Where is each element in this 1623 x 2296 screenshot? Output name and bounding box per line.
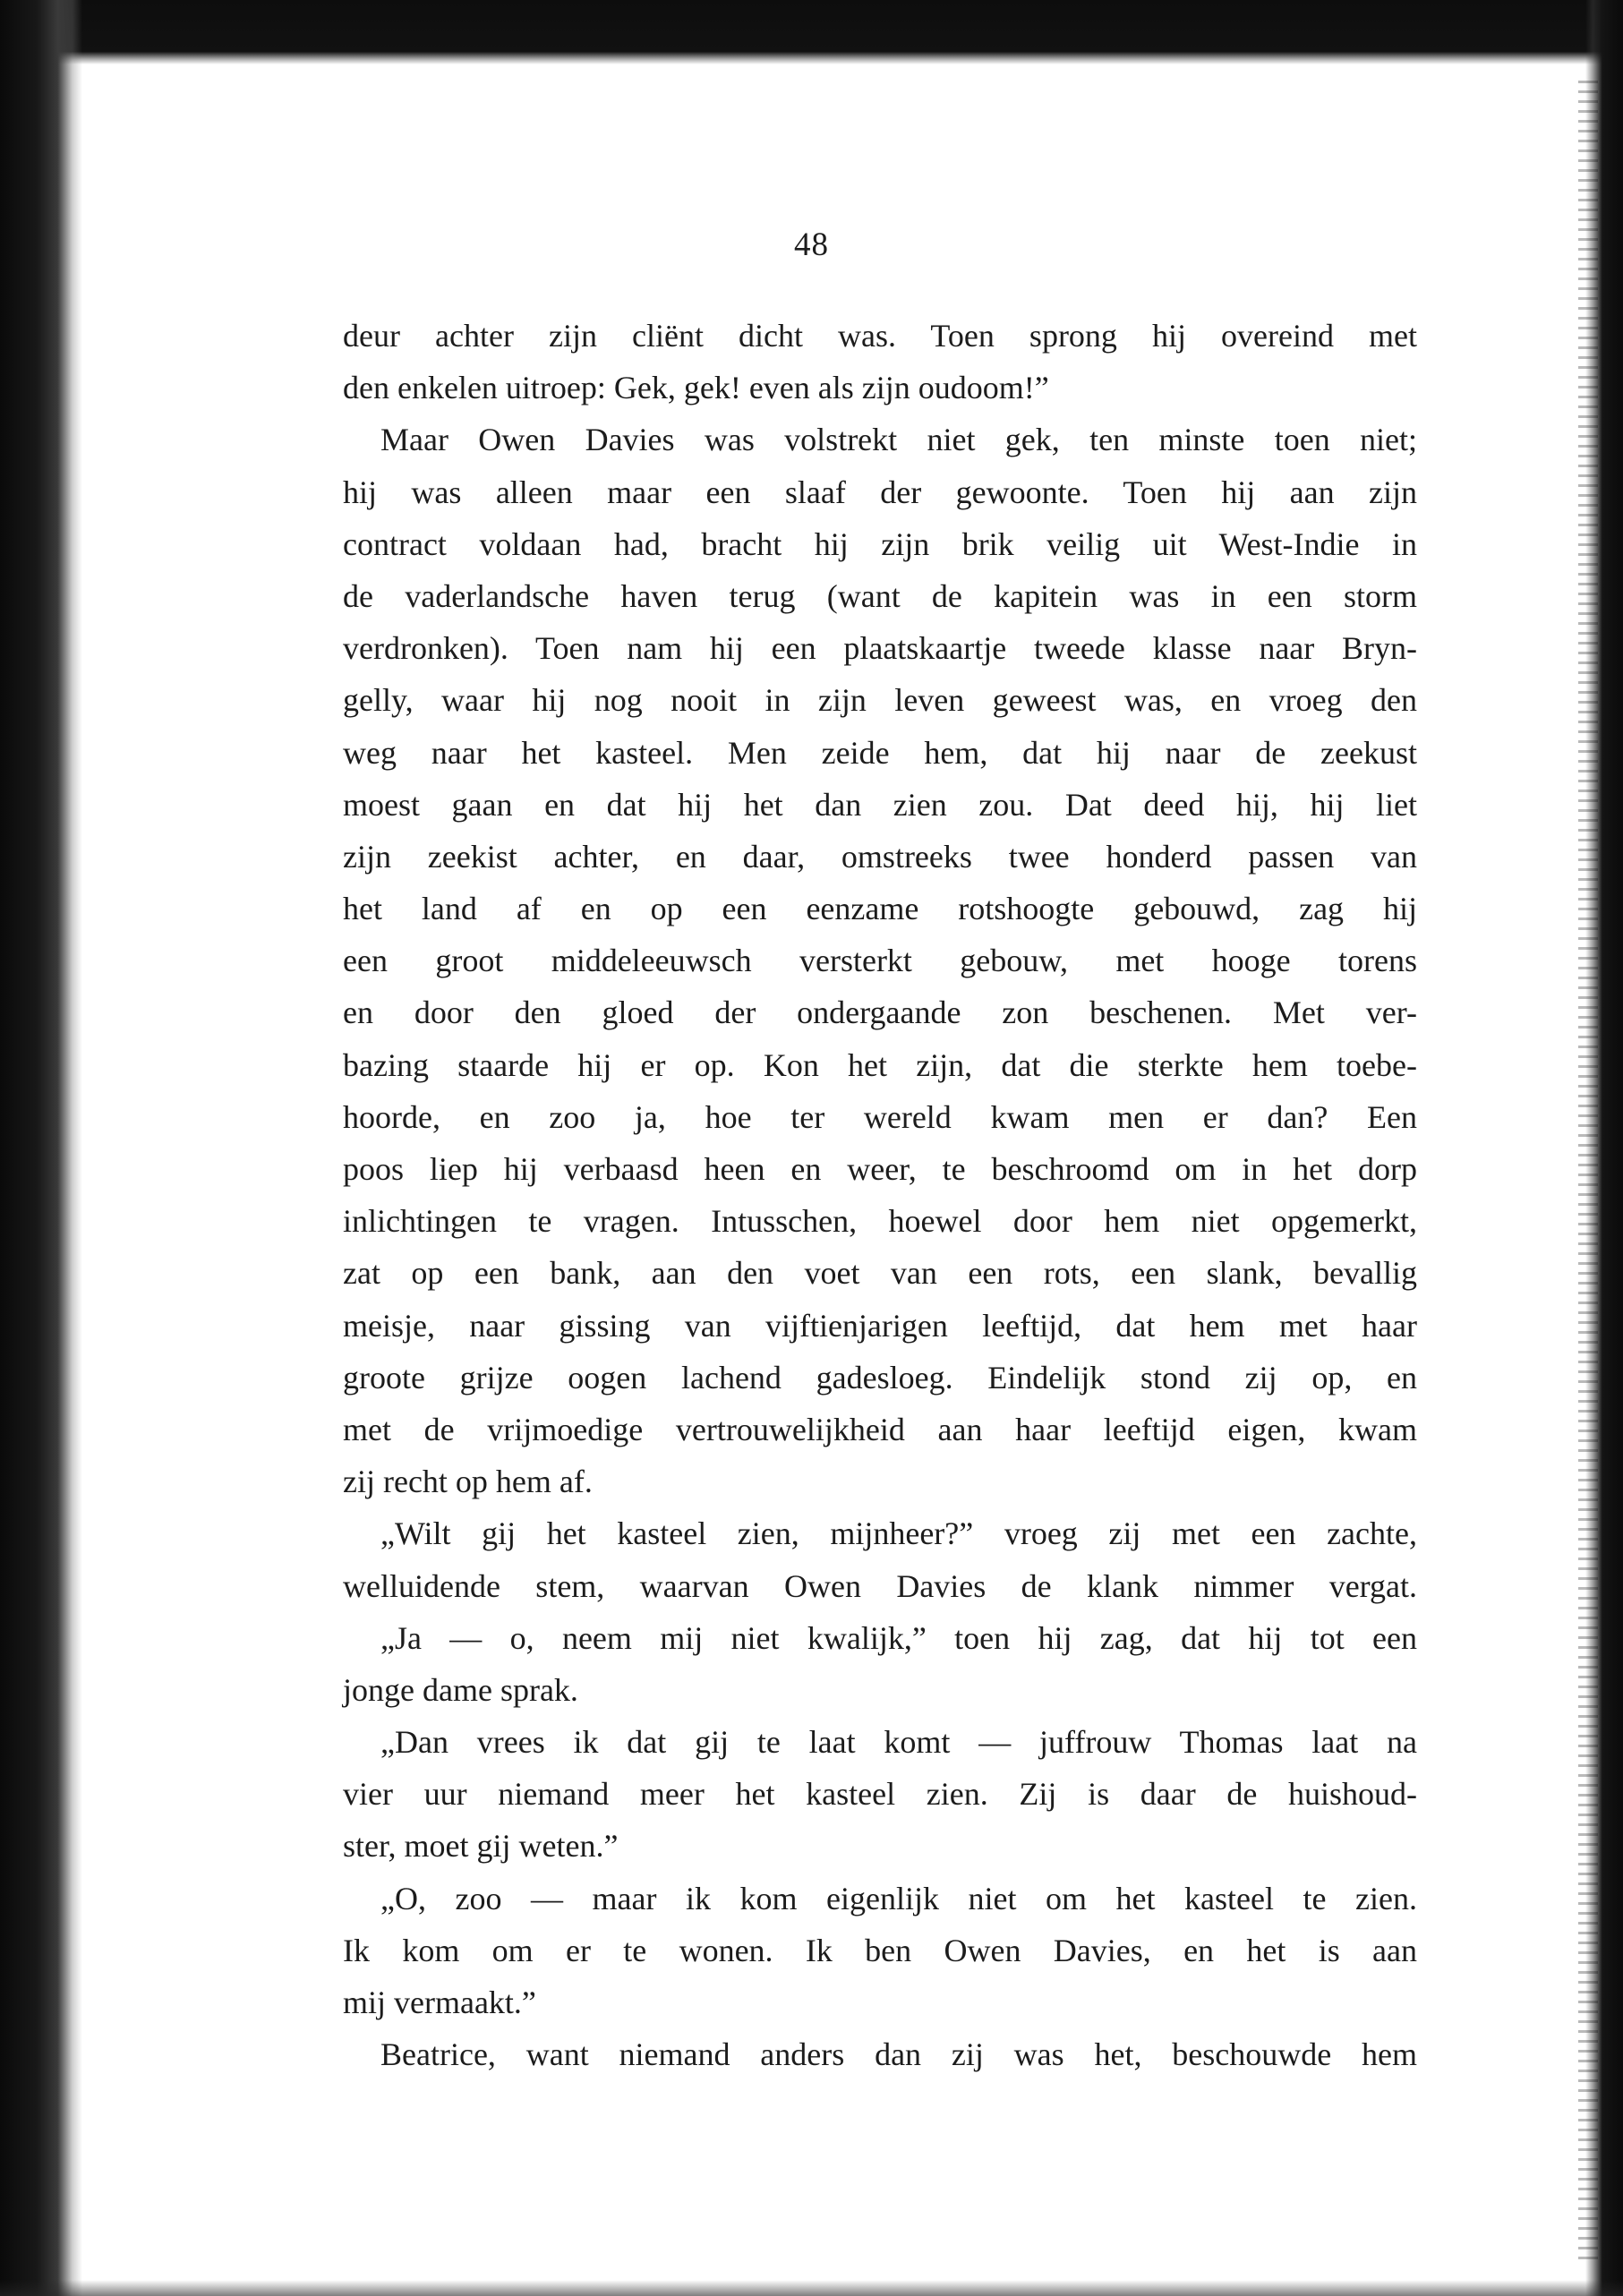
- text-line: een groot middeleeuwsch versterkt gebouw, met hooge torens: [343, 943, 1417, 979]
- text-line: poos liep hij verbaasd heen en weer, te beschroomd om in het dorp: [343, 1151, 1417, 1187]
- text-line: de vaderlandsche haven terug (want de kapitein was in een storm: [343, 577, 1417, 614]
- scan-edge-top: [0, 0, 1623, 64]
- text-line: „O, zoo — maar ik kom eigenlijk niet om het kasteel te zien.: [380, 1880, 1417, 1916]
- text-line: zij recht op hem af.: [343, 1464, 593, 1500]
- text-line: zat op een bank, aan den voet van een rots, een slank, bevallig: [343, 1255, 1417, 1292]
- text-line: weg naar het kasteel. Men zeide hem, dat hij naar de zeekust: [343, 734, 1417, 771]
- scan-edge-left: [0, 0, 82, 2296]
- text-line: met de vrijmoedige vertrouwelijkheid aan haar leeftijd eigen, kwam: [343, 1411, 1417, 1447]
- text-line: Maar Owen Davies was volstrekt niet gek, ten minste toen niet;: [380, 422, 1417, 458]
- text-line: „Ja — o, neem mij niet kwalijk,” toen hij zag, dat hij tot een: [380, 1619, 1417, 1656]
- text-line: het land af en op een eenzame rotshoogte gebouwd, zag hij: [343, 891, 1417, 927]
- text-line: jonge dame sprak.: [343, 1671, 578, 1708]
- text-line: deur achter zijn cliënt dicht was. Toen sprong hij overeind met: [343, 318, 1417, 354]
- text-line: welluidende stem, waarvan Owen Davies de klank nimmer vergat.: [343, 1567, 1417, 1604]
- body-text: [343, 310, 1417, 2080]
- scan-edge-bottom: [0, 2280, 1623, 2296]
- text-line: vier uur niemand meer het kasteel zien. Zij is daar de huishoud-: [343, 1776, 1417, 1813]
- text-line: meisje, naar gissing van vijftienjarigen leeftijd, dat hem met haar: [343, 1307, 1417, 1344]
- text-line: en door den gloed der ondergaande zon beschenen. Met ver-: [343, 994, 1417, 1031]
- text-line: hoorde, en zoo ja, hoe ter wereld kwam men er dan? Een: [343, 1098, 1417, 1135]
- text-line: „Wilt gij het kasteel zien, mijnheer?” vroeg zij met een zachte,: [380, 1515, 1417, 1552]
- text-line: mij vermaakt.”: [343, 1984, 536, 2020]
- text-line: groote grijze oogen lachend gadesloeg. Eindelijk stond zij op, en: [343, 1359, 1417, 1396]
- text-line: verdronken). Toen nam hij een plaatskaartje tweede klasse naar Bryn-: [343, 630, 1417, 667]
- text-line: contract voldaan had, bracht hij zijn brik veilig uit West-Indie in: [343, 525, 1417, 562]
- text-line: zijn zeekist achter, en daar, omstreeks twee honderd passen van: [343, 838, 1417, 875]
- text-line: ster, moet gij weten.”: [343, 1828, 619, 1865]
- text-line: inlichtingen te vragen. Intusschen, hoewel door hem niet opgemerkt,: [343, 1203, 1417, 1240]
- text-line: bazing staarde hij er op. Kon het zijn, dat die sterkte hem toebe-: [343, 1046, 1417, 1083]
- text-line: gelly, waar hij nog nooit in zijn leven geweest was, en vroeg den: [343, 682, 1417, 719]
- text-line: „Dan vrees ik dat gij te laat komt — juffrouw Thomas laat na: [380, 1724, 1417, 1761]
- scan-edge-right-speckle: [1578, 81, 1598, 2265]
- text-line: Beatrice, want niemand anders dan zij was het, beschouwde hem: [380, 2036, 1417, 2073]
- text-line: den enkelen uitroep: Gek, gek! even als zijn oudoom!”: [343, 370, 1049, 406]
- text-line: Ik kom om er te wonen. Ik ben Owen Davies, en het is aan: [343, 1932, 1417, 1968]
- text-line: hij was alleen maar een slaaf der gewoonte. Toen hij aan zijn: [343, 474, 1417, 510]
- page-number: 48: [794, 226, 829, 263]
- text-line: moest gaan en dat hij het dan zien zou. Dat deed hij, hij liet: [343, 786, 1417, 823]
